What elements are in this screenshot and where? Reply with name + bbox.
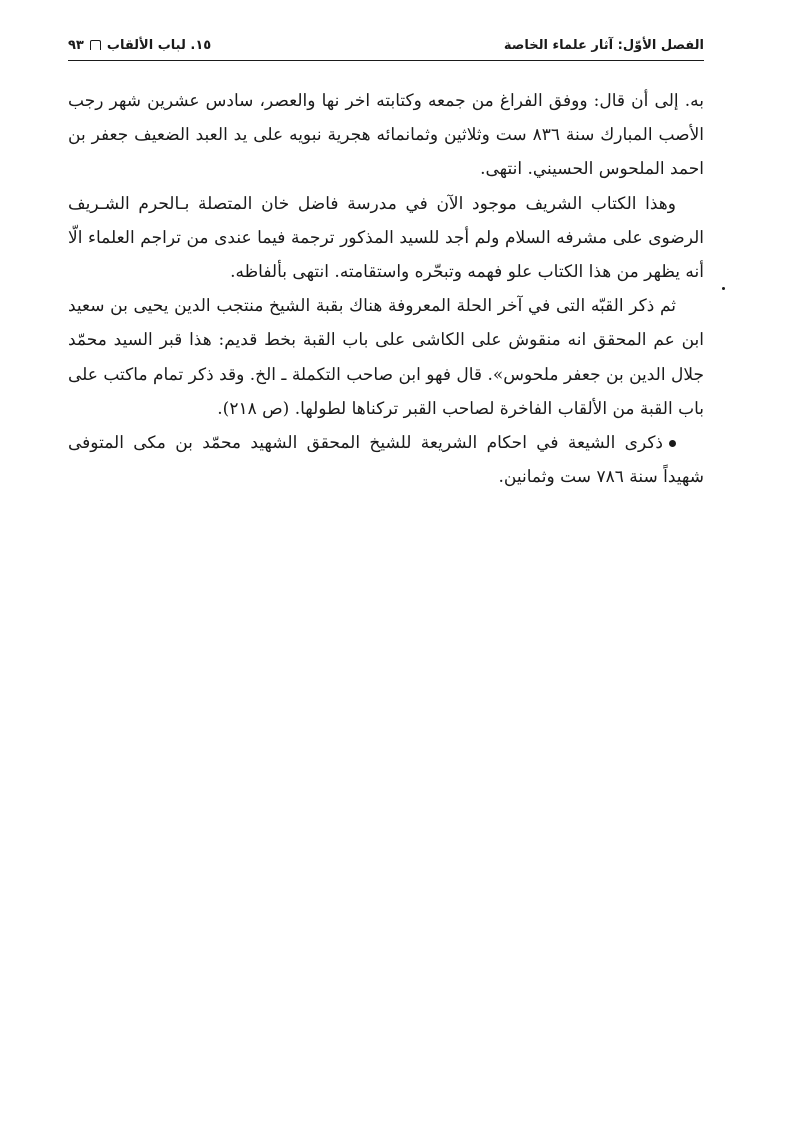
running-header <box>68 32 704 58</box>
body-text <box>68 84 704 494</box>
paragraph-2: وهذا الكتاب الشريف موجود الآن في مدرسة فاضل خان المتصلة بـالحرم الشـريف الرضوى على مشرفه السلام ولم أجد للسيد المذكور ترجمة فيما عندى من تراجم العلماء الّا أنه يظهر من هذا الكتاب علو فهمه وتبحّره واستقامته. انتهى بألفاظه. <box>68 193 704 283</box>
bullet-icon <box>669 440 676 447</box>
paragraph-4: ذكرى الشيعة في احكام الشريعة للشيخ المحقق الشهيد محمّد بن مكى المتوفى شهيداً سنة ٧٨٦ ست وثمانين. <box>68 433 704 488</box>
bullet-paragraph <box>68 426 704 494</box>
margin-dot <box>722 287 725 290</box>
chapter-title: الفصل الأوّل: آثار علماء الخاصة <box>503 37 704 53</box>
page-number: ٩٣ <box>68 37 84 53</box>
square-ornament-icon <box>90 40 101 50</box>
header-left-group <box>68 38 211 53</box>
section-label: ١٥. لباب الألقاب <box>106 37 212 53</box>
paragraph-3: ثم ذكر القبّه التى في آخر الحلة المعروفة هناك بقبة الشيخ منتجب الدين يحيى بن سعيد ابن عم المحقق انه منقوش على الكاشى على باب القبة بخط قديم: هذا قبر السيد محمّد جلال الدين بن جعفر ملحوس». قال فهو ابن صاحب التكملة ـ الخ. وقد ذكر تمام ماكتب على باب القبة من الألقاب الفاخرة لصاحب القبر تركناها لطولها. (ص ٢١٨). <box>68 296 704 419</box>
header-rule <box>68 60 704 61</box>
paragraph-1: به. إلى أن قال: ووفق الفراغ من جمعه وكتابته اخر نها والعصر، سادس عشرين شهر رجب الأصب المبارك سنة ٨٣٦ ست وثلاثين وثمانمائه هجرية نبويه على يد العبد الضعيف جعفر بن احمد الملحوس الحسيني. انتهى. <box>68 91 704 180</box>
